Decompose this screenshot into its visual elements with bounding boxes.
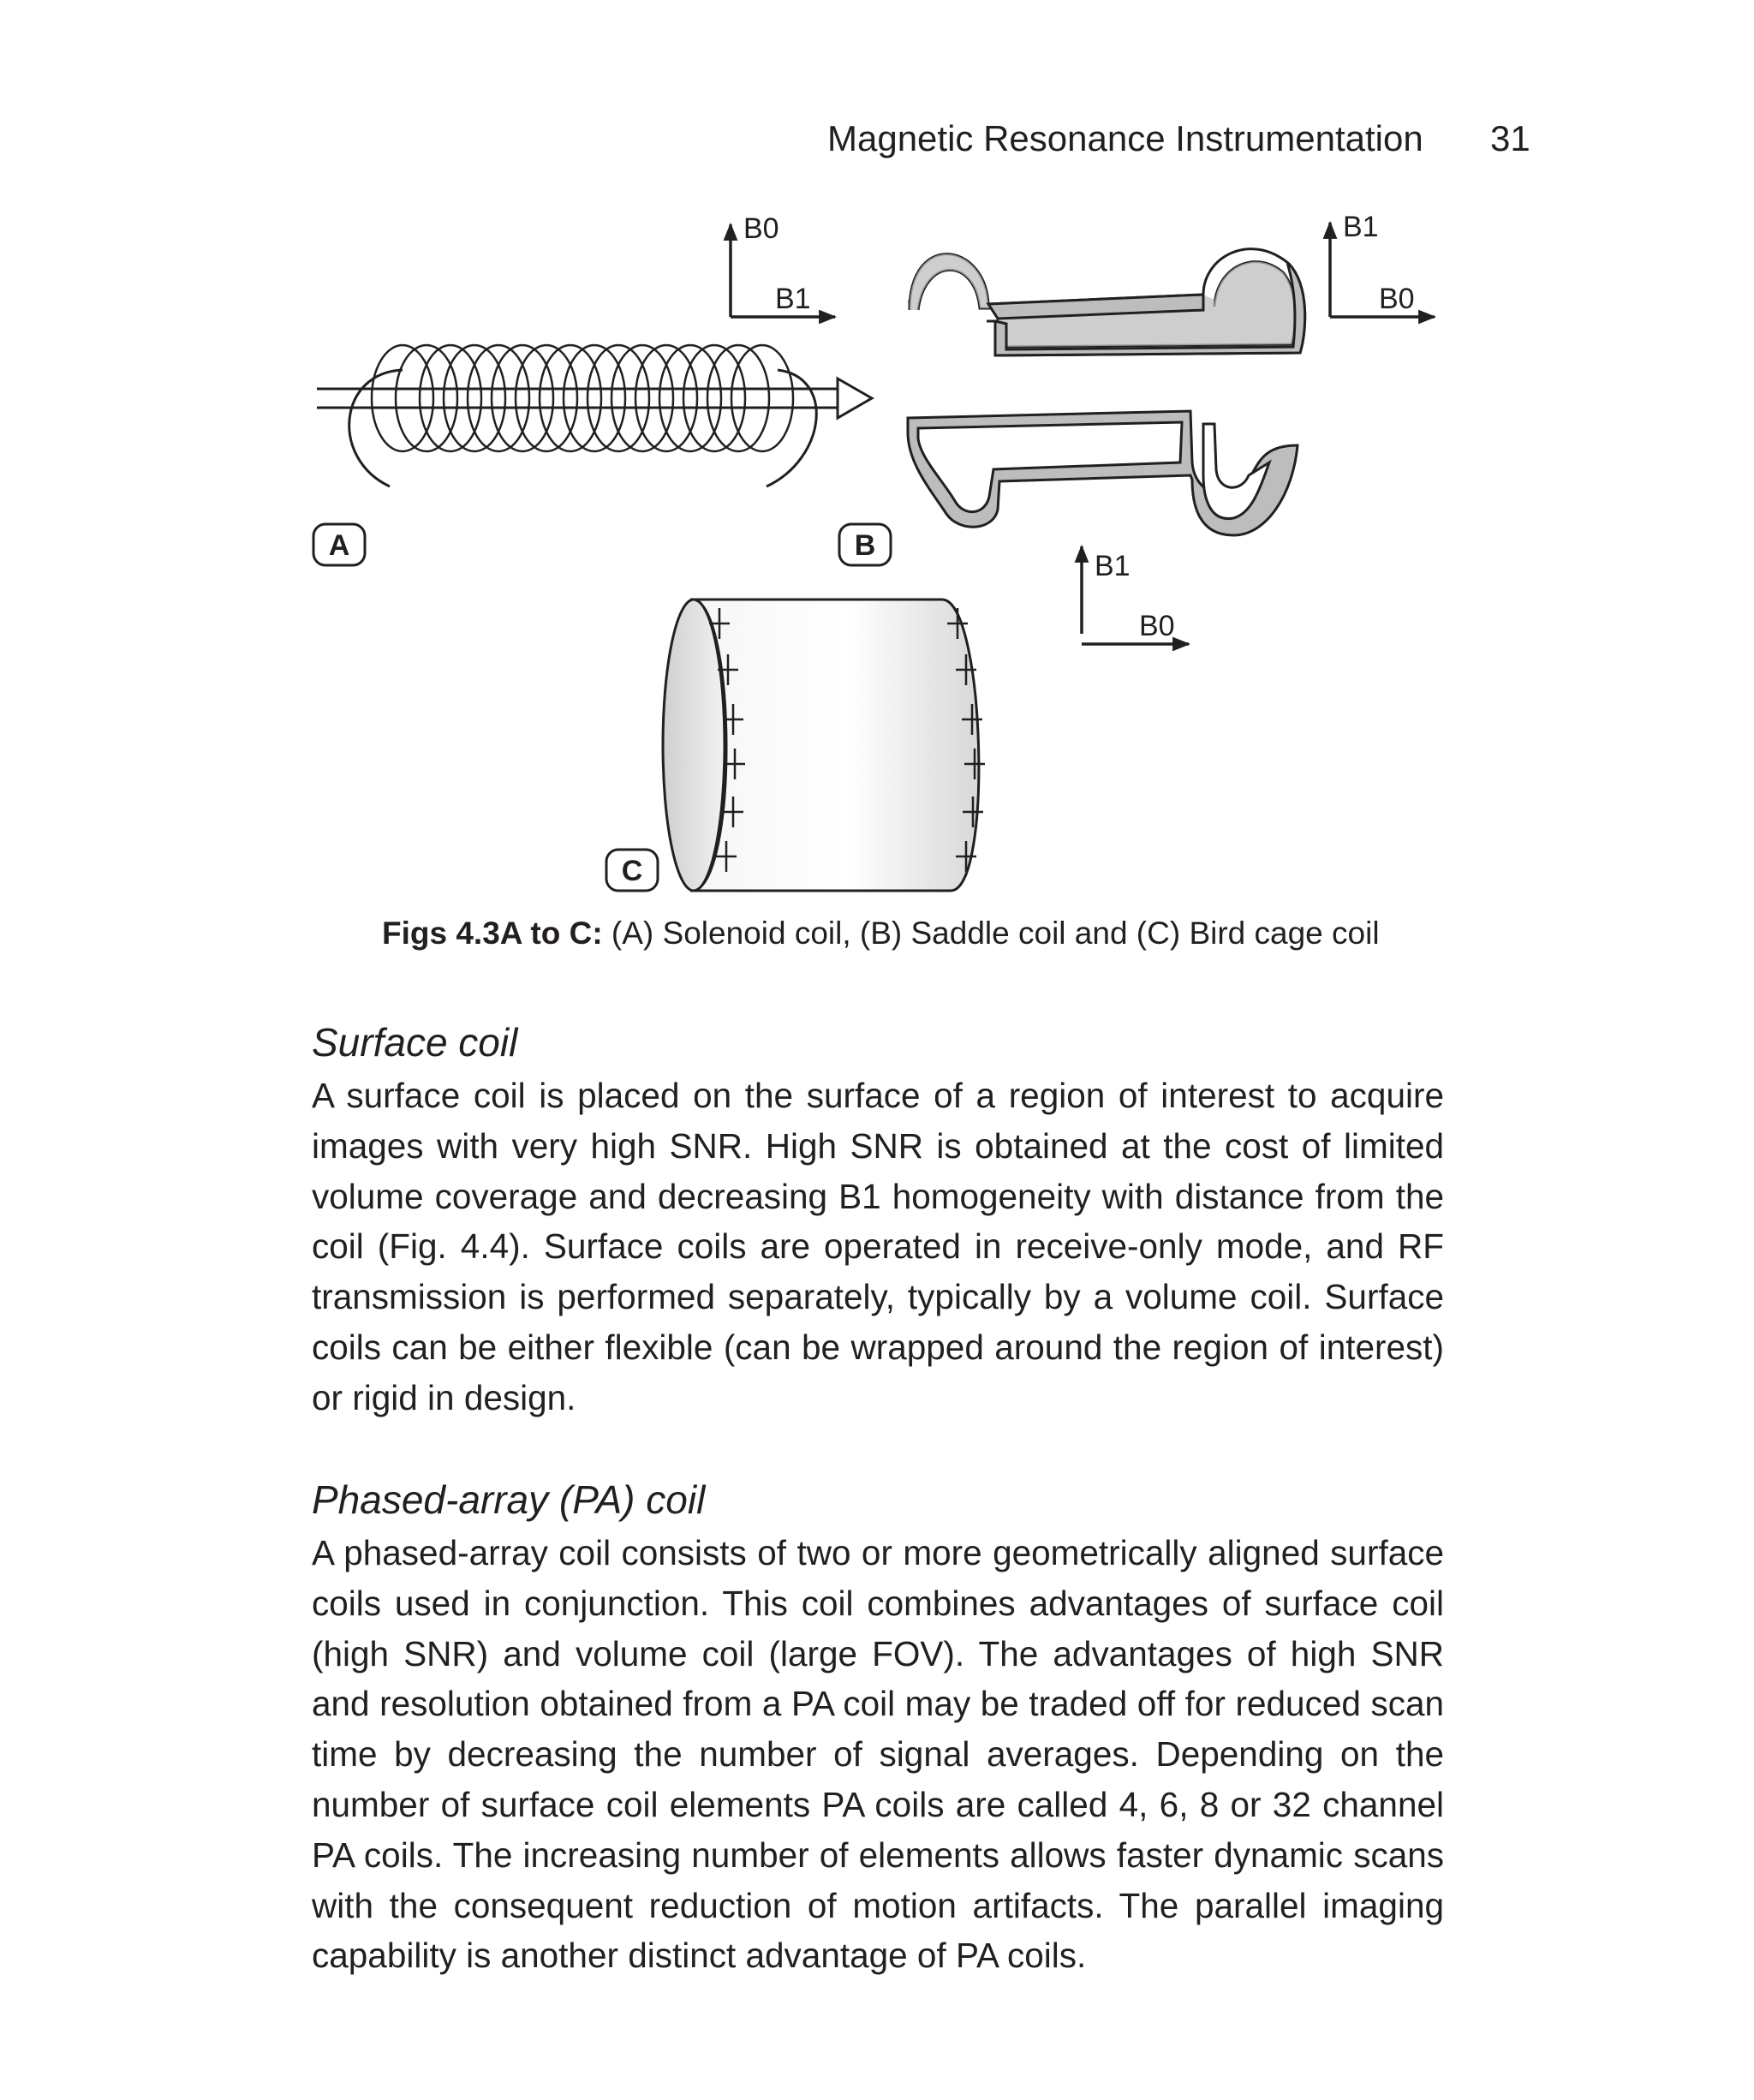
birdcage-coil-diagram bbox=[606, 600, 985, 891]
panel-label-c bbox=[606, 850, 658, 891]
axis-label-b1: B1 bbox=[775, 283, 811, 315]
figure-caption bbox=[382, 910, 1444, 958]
solenoid-loop bbox=[444, 345, 505, 451]
section-heading: Phased-array (PA) coil bbox=[312, 1477, 706, 1522]
section-phased-array-coil bbox=[312, 1471, 1444, 1981]
solenoid-loop bbox=[612, 345, 673, 451]
panel-label-c-text: C bbox=[621, 855, 643, 887]
panel-label-a-text: A bbox=[328, 529, 350, 562]
axis-label-b1-bottom: B1 bbox=[1095, 550, 1131, 582]
axis-indicator-b-top bbox=[1330, 211, 1435, 317]
figure-caption-lead: Figs 4.3A to C: bbox=[382, 916, 603, 951]
solenoid-loop bbox=[540, 345, 601, 451]
axis-label-b0: B0 bbox=[743, 212, 779, 245]
solenoid-loop bbox=[372, 345, 433, 451]
solenoid-loop bbox=[635, 345, 697, 451]
running-head-title: Magnetic Resonance Instrumentation bbox=[827, 118, 1423, 158]
axis-label-b1-top: B1 bbox=[1343, 211, 1379, 243]
saddle-coil-diagram bbox=[839, 211, 1435, 644]
solenoid-loops bbox=[372, 345, 793, 451]
solenoid-loop bbox=[731, 345, 793, 451]
panel-label-b-text: B bbox=[854, 529, 876, 562]
solenoid-loop bbox=[516, 345, 577, 451]
section-paragraph: A phased-array coil consists of two or more geometrically aligned surface coils used in conjunction. This coil combines advantages of surface coil (high SNR) and volume coil (large FOV). The advantages of high SNR and resolution obtained from a PA coil may be traded off for reduced scan time by decreasing the number of signal averages. Depending on the number of surface coil elements PA coils are called 4, 6, 8 or 32 channel PA coils. The increasing number of elements allows faster dynamic scans with the consequent reduction of motion artifacts. The parallel imaging capability is another distinct advantage of PA coils. bbox=[312, 1533, 1444, 1976]
axis-indicator-a bbox=[731, 212, 835, 317]
solenoid-loop bbox=[492, 345, 553, 451]
figure-caption-text: (A) Solenoid coil, (B) Saddle coil and (C) Bird cage coil bbox=[602, 916, 1380, 951]
panel-label-a bbox=[313, 524, 365, 565]
solenoid-loop bbox=[564, 345, 625, 451]
solenoid-loop bbox=[588, 345, 649, 451]
section-surface-coil bbox=[312, 1014, 1444, 1423]
solenoid-loop bbox=[683, 345, 745, 451]
solenoid-coil-diagram bbox=[313, 212, 872, 565]
solenoid-loop bbox=[420, 345, 481, 451]
axis-label-b0-bottom: B0 bbox=[1139, 610, 1175, 642]
axis-indicator-b-bottom bbox=[1082, 546, 1189, 644]
solenoid-loop bbox=[659, 345, 721, 451]
figure-coils bbox=[291, 199, 1490, 910]
axis-label-b0-top: B0 bbox=[1379, 283, 1415, 315]
figure-drawing bbox=[291, 199, 1490, 910]
solenoid-loop bbox=[468, 345, 529, 451]
section-heading: Surface coil bbox=[312, 1020, 518, 1065]
page-number: 31 bbox=[1490, 118, 1530, 158]
section-paragraph: A surface coil is placed on the surface of a region of interest to acquire images with very high SNR. High SNR is obtained at the cost of limited volume coverage and decreasing B1 homogeneity with distance from the coil (Fig. 4.4). Surface coils are operated in receive-only mode, and RF transmission is performed separately, typically by a volume coil. Surface coils can be either flexible (can be wrapped around the region of interest) or rigid in design. bbox=[312, 1076, 1444, 1417]
panel-label-b bbox=[839, 524, 891, 565]
solenoid-loop bbox=[396, 345, 457, 451]
solenoid-loop bbox=[707, 345, 769, 451]
